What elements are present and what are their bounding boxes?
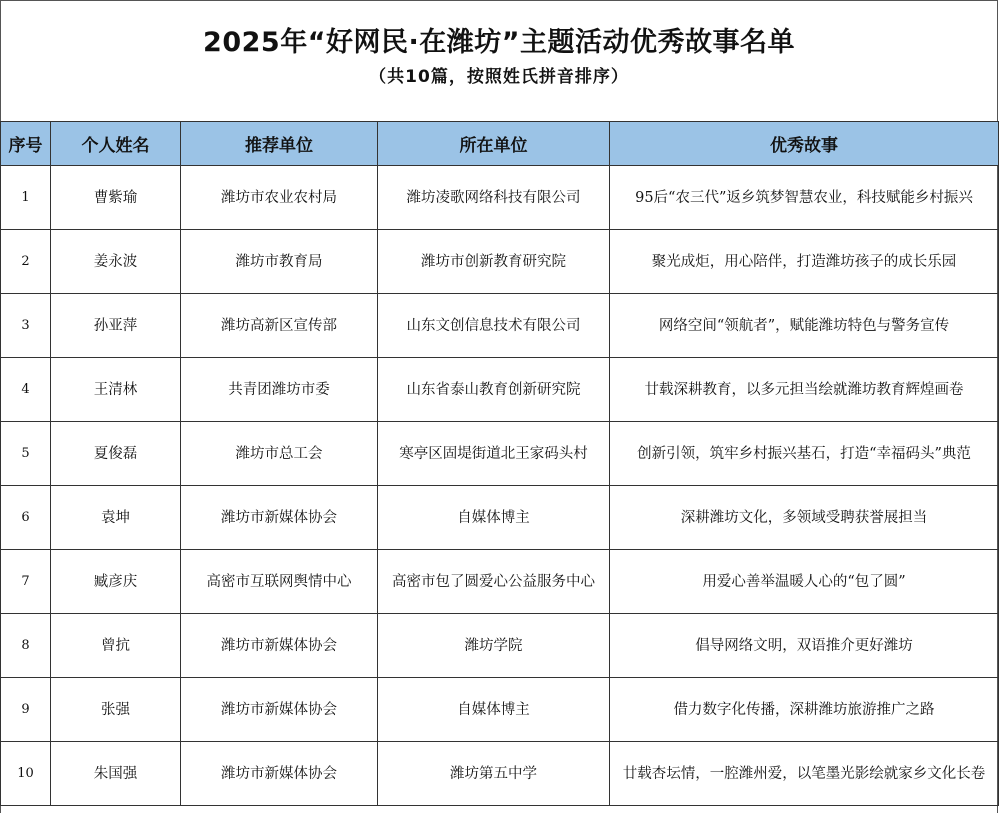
cell-name: 朱国强 — [51, 742, 181, 806]
cell-no: 10 — [1, 742, 51, 806]
table-row — [1, 614, 999, 678]
cell-no: 2 — [1, 230, 51, 294]
header-story: 优秀故事 — [610, 122, 999, 166]
cell-recommender: 潍坊市教育局 — [181, 230, 378, 294]
cell-name: 张强 — [51, 678, 181, 742]
table-row — [1, 550, 999, 614]
cell-name: 夏俊磊 — [51, 422, 181, 486]
table-row — [1, 358, 999, 422]
page-subtitle: （共10篇，按照姓氏拼音排序） — [369, 67, 629, 87]
table-row — [1, 678, 999, 742]
cell-no: 3 — [1, 294, 51, 358]
table-row — [1, 486, 999, 550]
cell-no: 5 — [1, 422, 51, 486]
cell-name: 姜永波 — [51, 230, 181, 294]
cell-no: 1 — [1, 166, 51, 230]
cell-org: 潍坊第五中学 — [378, 742, 610, 806]
cell-no: 4 — [1, 358, 51, 422]
table-row — [1, 166, 999, 230]
cell-recommender: 潍坊市农业农村局 — [181, 166, 378, 230]
table-row — [1, 422, 999, 486]
cell-story: 借力数字化传播，深耕潍坊旅游推广之路 — [610, 678, 999, 742]
cell-story: 用爱心善举温暖人心的“包了圆” — [610, 550, 999, 614]
cell-org: 高密市包了圆爱心公益服务中心 — [378, 550, 610, 614]
cell-org: 山东文创信息技术有限公司 — [378, 294, 610, 358]
cell-recommender: 潍坊市新媒体协会 — [181, 614, 378, 678]
cell-org: 山东省泰山教育创新研究院 — [378, 358, 610, 422]
cell-org: 潍坊凌歌网络科技有限公司 — [378, 166, 610, 230]
cell-name: 曾抗 — [51, 614, 181, 678]
cell-name: 曹紫瑜 — [51, 166, 181, 230]
cell-name: 王清林 — [51, 358, 181, 422]
table-row — [1, 294, 999, 358]
cell-org: 潍坊学院 — [378, 614, 610, 678]
cell-no: 8 — [1, 614, 51, 678]
cell-name: 臧彦庆 — [51, 550, 181, 614]
cell-recommender: 共青团潍坊市委 — [181, 358, 378, 422]
cell-name: 孙亚萍 — [51, 294, 181, 358]
cell-org: 自媒体博主 — [378, 486, 610, 550]
cell-recommender: 潍坊高新区宣传部 — [181, 294, 378, 358]
cell-story: 廿载深耕教育，以多元担当绘就潍坊教育辉煌画卷 — [610, 358, 999, 422]
cell-no: 7 — [1, 550, 51, 614]
story-list-table — [0, 121, 999, 806]
cell-story: 网络空间“领航者”，赋能潍坊特色与警务宣传 — [610, 294, 999, 358]
cell-story: 聚光成炬，用心陪伴，打造潍坊孩子的成长乐园 — [610, 230, 999, 294]
cell-no: 6 — [1, 486, 51, 550]
cell-org: 潍坊市创新教育研究院 — [378, 230, 610, 294]
table-row — [1, 742, 999, 806]
title-block — [1, 1, 997, 121]
cell-org: 寒亭区固堤街道北王家码头村 — [378, 422, 610, 486]
cell-recommender: 高密市互联网舆情中心 — [181, 550, 378, 614]
header-org: 所在单位 — [378, 122, 610, 166]
page-title: 2025年“好网民·在潍坊”主题活动优秀故事名单 — [203, 27, 795, 58]
cell-story: 创新引领，筑牢乡村振兴基石，打造“幸福码头”典范 — [610, 422, 999, 486]
header-no: 序号 — [1, 122, 51, 166]
cell-recommender: 潍坊市新媒体协会 — [181, 742, 378, 806]
header-name: 个人姓名 — [51, 122, 181, 166]
cell-story: 深耕潍坊文化，多领域受聘获誉展担当 — [610, 486, 999, 550]
cell-story: 倡导网络文明，双语推介更好潍坊 — [610, 614, 999, 678]
cell-story: 95后“农三代”返乡筑梦智慧农业，科技赋能乡村振兴 — [610, 166, 999, 230]
cell-recommender: 潍坊市新媒体协会 — [181, 678, 378, 742]
cell-recommender: 潍坊市新媒体协会 — [181, 486, 378, 550]
cell-org: 自媒体博主 — [378, 678, 610, 742]
cell-name: 袁坤 — [51, 486, 181, 550]
cell-no: 9 — [1, 678, 51, 742]
table-header-row — [1, 122, 999, 166]
header-recommender: 推荐单位 — [181, 122, 378, 166]
table-row — [1, 230, 999, 294]
cell-recommender: 潍坊市总工会 — [181, 422, 378, 486]
cell-story: 廿载杏坛情，一腔潍州爱，以笔墨光影绘就家乡文化长卷 — [610, 742, 999, 806]
